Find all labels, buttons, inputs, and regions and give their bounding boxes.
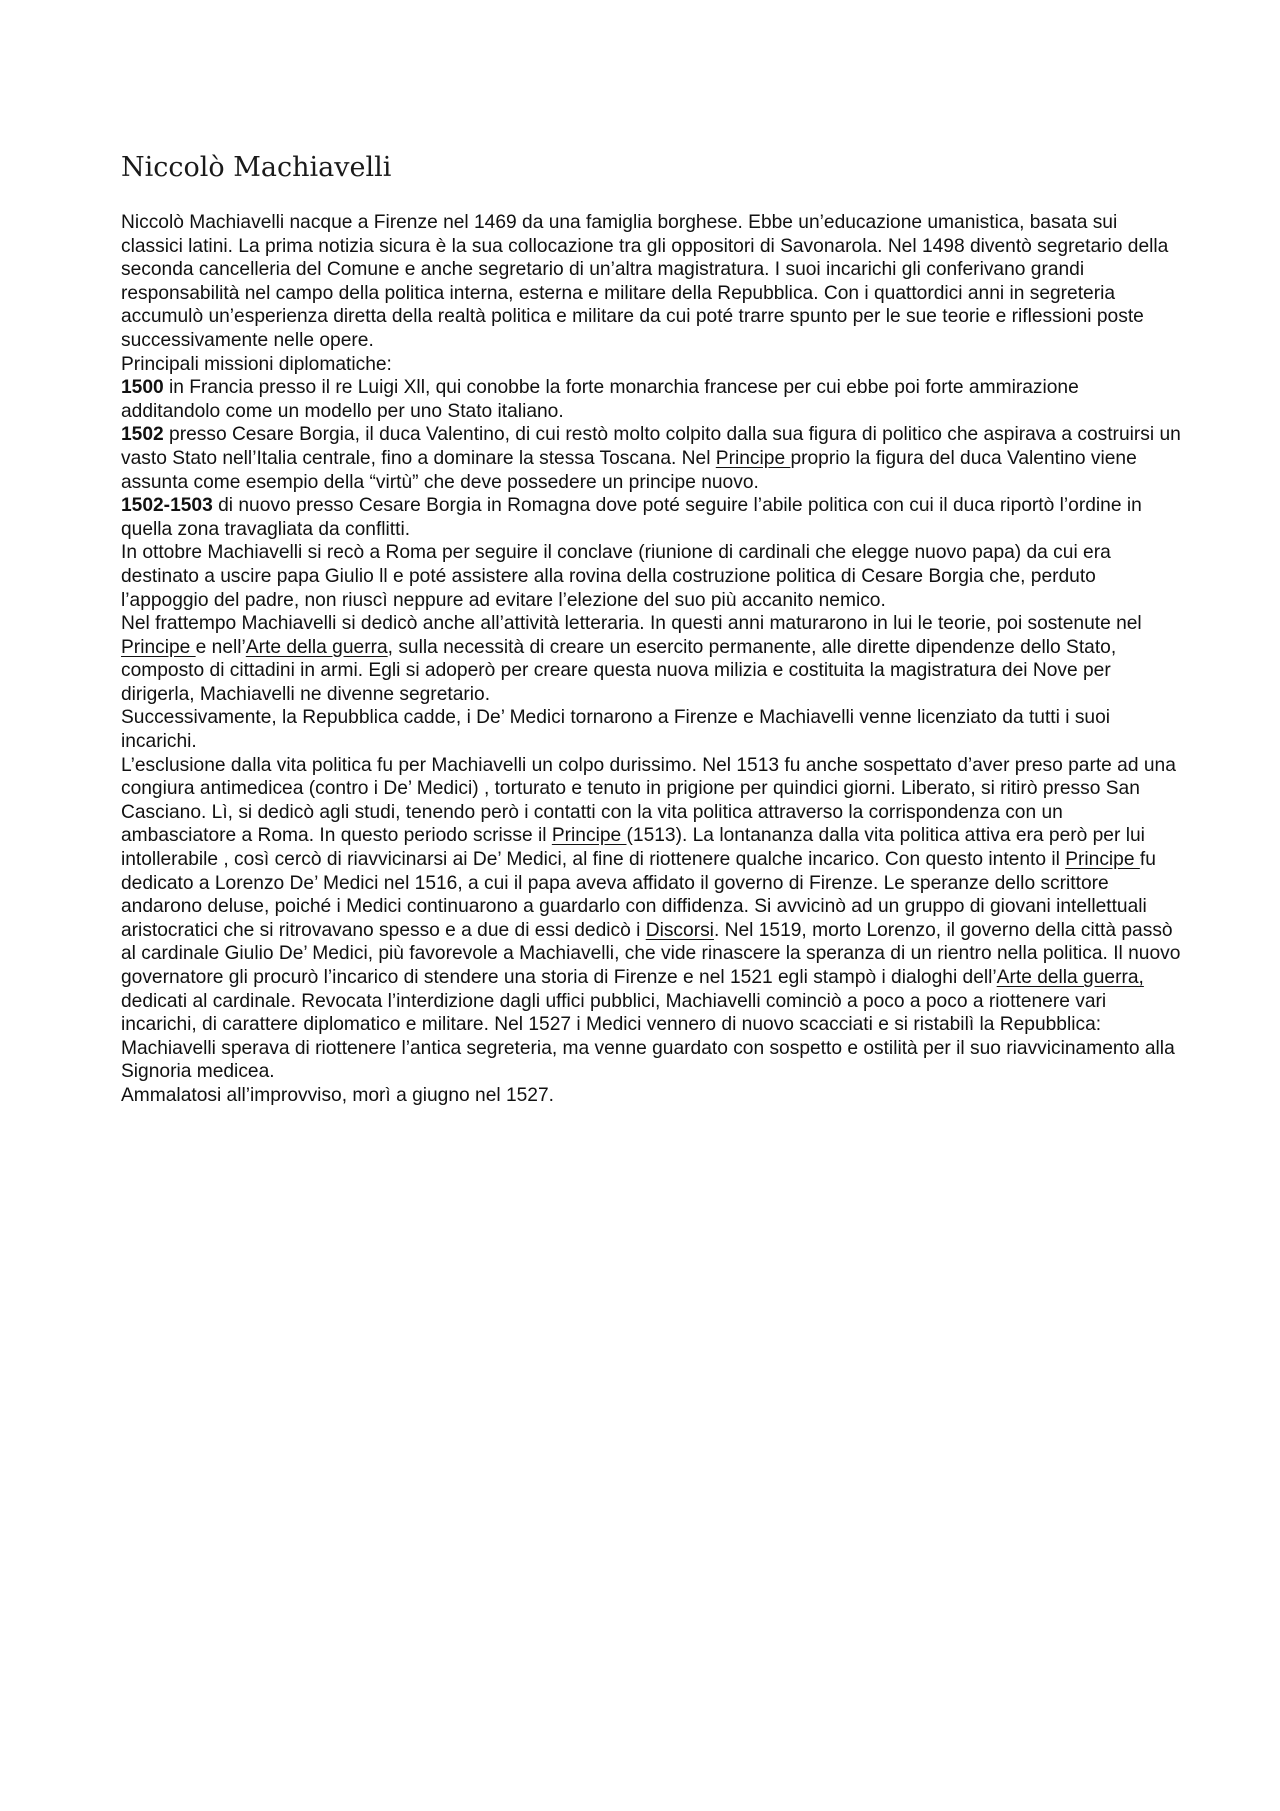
text-run: L’esclusione dalla vita politica fu per Machiavelli un colpo durissimo. Nel 1513 fu anche sospettato d’aver preso parte ad una congiura antimedicea (contro i De’ Medici) , torturato e tenuto in prigione per quindici giorni. Liberato, si ritirò presso San Casciano. Lì, si dedicò agli studi, tenendo però i contatti con la vita politica attraverso la corrispondenza con un ambasciatore a Roma. In questo periodo scrisse il <box>121 754 1176 847</box>
paragraph-exclusion <box>121 754 1181 1084</box>
mission-text: di nuovo presso Cesare Borgia in Romagna dove poté seguire l’abile politica con cui il duca riportò l’ordine in quella zona travagliata da conflitti. <box>121 495 1142 540</box>
paragraph-intro: Niccolò Machiavelli nacque a Firenze nel 1469 da una famiglia borghese. Ebbe un’educazione umanistica, basata sui classici latini. La prima notizia sicura è la sua collocazione tra gli oppositori di Savonarola. Nel 1498 diventò segretario della seconda cancelleria del Comune e anche segretario di un’altra magistratura. I suoi incarichi gli conferivano grandi responsabilità nel campo della politica interna, esterna e militare della Repubblica. Con i quattordici anni in segreteria accumulò un’esperienza diretta della realtà politica e militare da cui poté trarre spunto per le sue teorie e riflessioni poste successivamente nelle opere. <box>121 212 1169 351</box>
paragraph-medici: Successivamente, la Repubblica cadde, i De’ Medici tornarono a Firenze e Machiavelli venne licenziato da tutti i suoi incarichi. <box>121 707 1111 753</box>
work-title-principe: Principe <box>715 447 791 469</box>
mission-text: proprio la figura del duca Valentino viene assunta come esempio della “virtù” che deve possedere un principe nuovo. <box>121 447 1137 493</box>
text-run: dedicati al cardinale. Revocata l’interdizione dagli uffici pubblici, Machiavelli cominciò a poco a poco a riottenere vari incarichi, di carattere diplomatico e militare. Nel 1527 i Medici vennero di nuovo scacciati e si ristabilì la Repubblica: Machiavelli sperava di riottenere l’antica segreteria, ma venne guardato con sospetto e ostilità per il suo riavvicinamento alla Signoria medicea. <box>121 990 1175 1083</box>
document-title: Niccolò Machiavelli <box>121 152 392 183</box>
document-body <box>121 211 1181 1108</box>
work-title-discorsi: Discorsi <box>645 919 714 941</box>
paragraph-death: Ammalatosi all’improvviso, morì a giugno nel 1527. <box>121 1084 554 1106</box>
text-run: . Nel 1519, morto Lorenzo, il governo della città passò al cardinale Giulio De’ Medici, più favorevole a Machiavelli, che vide rinascere la speranza di un rientro nella politica. Il nuovo governatore gli procurò l’incarico di stendere una storia di Firenze e nel 1521 egli stampò i dialoghi dell’ <box>121 919 1181 988</box>
mission-year: 1502 <box>121 424 164 446</box>
text-run: fu dedicato a Lorenzo De’ Medici nel 1516, a cui il papa aveva affidato il governo di Firenze. Le speranze dello scrittore andarono deluse, poiché i Medici continuarono a guardarlo con diffidenza. Si avvicinò ad un gruppo di giovani intellettuali aristocratici che si ritrovavano spesso e a due di essi dedicò i <box>121 849 1156 941</box>
work-title-principe: Principe <box>1065 849 1140 871</box>
paragraph-conclave: In ottobre Machiavelli si recò a Roma per seguire il conclave (riunione di cardinali che elegge nuovo papa) da cui era destinato a uscire papa Giulio ll e poté assistere alla rovina della costruzione politica di Cesare Borgia che, perduto l’appoggio del padre, non riuscì neppure ad evitare l’elezione del suo più accanito nemico. <box>121 542 1111 611</box>
paragraph-literary <box>121 612 1181 706</box>
work-title-arte-della-guerra: Arte della guerra, <box>996 967 1144 988</box>
mission-year: 1502-1503 <box>121 495 213 517</box>
work-title-principe: Principe <box>121 636 196 658</box>
mission-1502 <box>121 423 1181 494</box>
mission-1500 <box>121 376 1181 423</box>
mission-year: 1500 <box>121 377 164 399</box>
missions-heading: Principali missioni diplomatiche: <box>121 353 392 375</box>
text-run: (1513). La lontananza dalla vita politica attiva era però per lui intollerabile , così cercò di riavvicinarsi ai De’ Medici, al fine di riottenere qualche incarico. Con questo intento il <box>121 825 1145 871</box>
mission-1502-1503 <box>121 494 1181 541</box>
mission-text: presso Cesare Borgia, il duca Valentino, di cui restò molto colpito dalla sua figura di politico che aspirava a costruirsi un vasto Stato nell’Italia centrale, fino a dominare la stessa Toscana. Nel <box>121 424 1181 469</box>
text-run: e nell’ <box>195 636 246 658</box>
work-title-principe: Principe <box>551 825 627 847</box>
text-run: Nel frattempo Machiavelli si dedicò anche all’attività letteraria. In questi anni maturarono in lui le teorie, poi sostenute nel <box>121 613 1142 635</box>
text-run: , sulla necessità di creare un esercito permanente, alle dirette dipendenze dello Stato, composto di cittadini in armi. Egli si adoperò per creare questa nuova milizia e costituita la magistratura dei Nove per dirigerla, Machiavelli ne divenne segretario. <box>121 636 1117 705</box>
mission-text: in Francia presso il re Luigi Xll, qui conobbe la forte monarchia francese per cui ebbe poi forte ammirazione additandolo come un modello per uno Stato italiano. <box>121 377 1079 422</box>
work-title-arte-della-guerra: Arte della guerra <box>245 636 388 658</box>
